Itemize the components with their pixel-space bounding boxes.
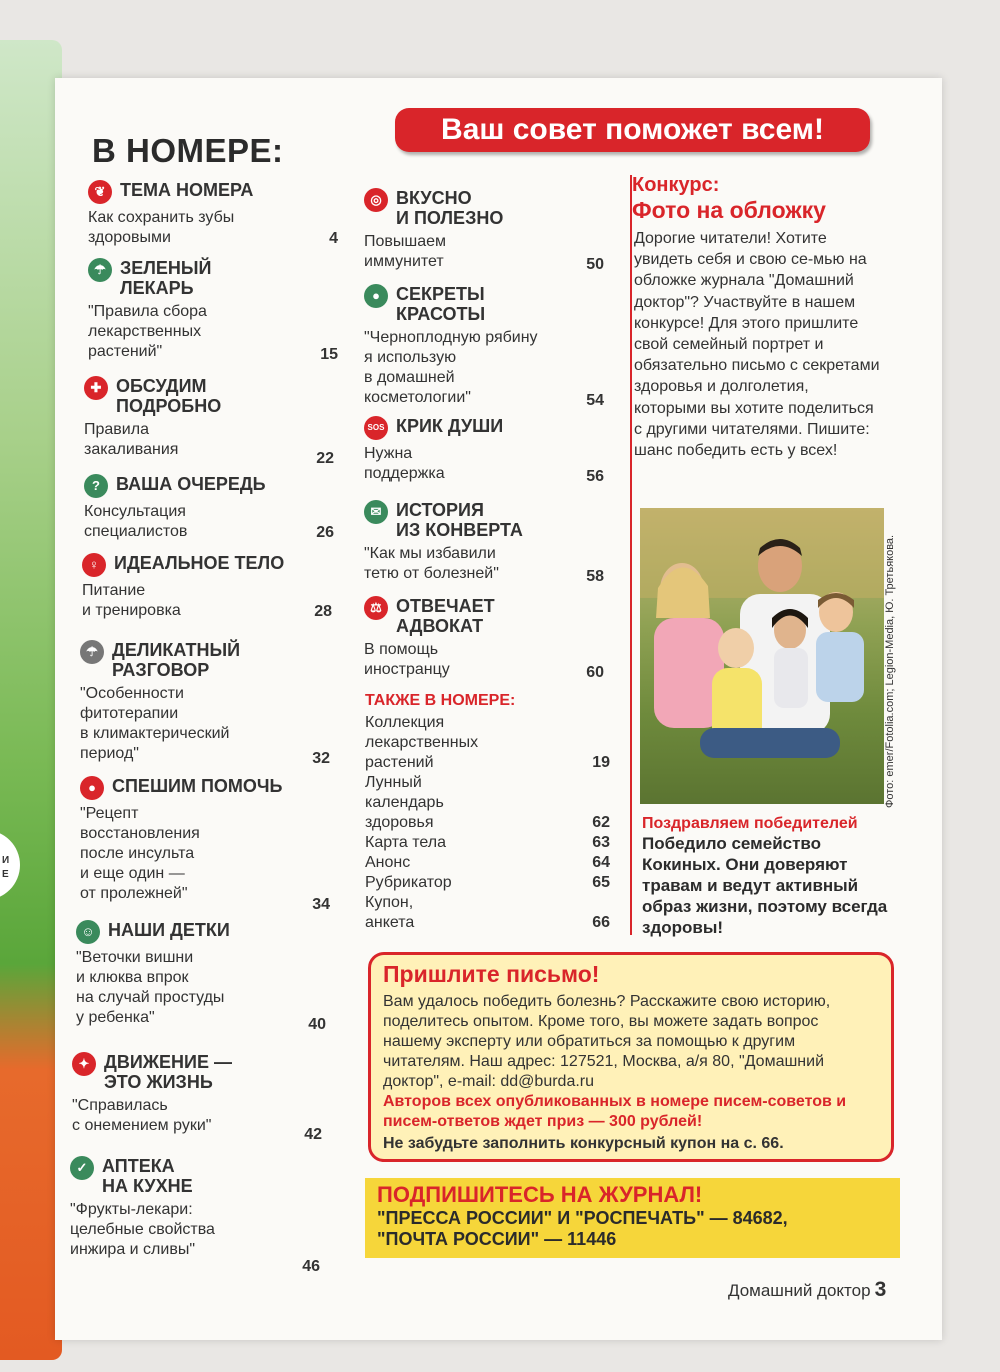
also-item bbox=[365, 893, 610, 933]
mirror-icon: ● bbox=[364, 284, 388, 308]
leaf-icon: ☂ bbox=[88, 258, 112, 282]
also-item-page: 62 bbox=[592, 814, 610, 831]
toc-left-entry-title-text: ВАША ОЧЕРЕДЬ bbox=[116, 474, 266, 494]
toc-left-entry-page: 15 bbox=[320, 346, 338, 363]
toc-mid-entry bbox=[364, 188, 604, 274]
adjacent-page-badge bbox=[0, 830, 20, 900]
toc-left-entry-title-text: СПЕШИМ ПОМОЧЬ bbox=[112, 776, 283, 796]
toc-left-entry-title bbox=[84, 474, 334, 498]
toc-left-entry-title-text: ОБСУДИМ ПОДРОБНО bbox=[116, 376, 222, 416]
also-item-label: Купон, анкета bbox=[365, 894, 415, 931]
toc-mid-entry-title-text: КРИК ДУШИ bbox=[396, 416, 504, 436]
page-number: 3 bbox=[874, 1278, 887, 1301]
subscribe-line-2: "ПОЧТА РОССИИ" — 11446 bbox=[377, 1229, 617, 1249]
also-item-page: 64 bbox=[592, 854, 610, 871]
sos-icon: SOS bbox=[364, 416, 388, 440]
toc-left-entry bbox=[88, 180, 338, 248]
toc-left-entry-page: 42 bbox=[304, 1126, 322, 1143]
photo-credit: Фото: emer/Fotolia.com; Legion-Media, Ю. Третьякова. bbox=[884, 534, 896, 808]
contest-title: Конкурс: bbox=[632, 174, 720, 196]
toc-left-entry-desc: "Особенности фитотерапии в климактерический период" bbox=[80, 685, 230, 762]
toc-left-entry-desc: Как сохранить зубы здоровыми bbox=[88, 209, 235, 246]
toc-mid-entry-page: 60 bbox=[586, 664, 604, 681]
toc-left-entry-title bbox=[72, 1052, 322, 1092]
also-item-page: 63 bbox=[592, 834, 610, 851]
adjacent-page-text: И Е bbox=[2, 855, 10, 880]
toc-left-entry-desc: "Рецепт восстановления после инсульта и еще один — от пролежней" bbox=[80, 805, 200, 902]
also-item bbox=[365, 773, 610, 833]
toc-left-entry bbox=[70, 1156, 320, 1276]
also-item bbox=[365, 833, 610, 853]
toc-mid-entry bbox=[364, 596, 604, 682]
page-footer bbox=[728, 1278, 886, 1302]
toc-left-entry-title-text: НАШИ ДЕТКИ bbox=[108, 920, 230, 940]
umbrella-icon: ☂ bbox=[80, 640, 104, 664]
contest-body: Дорогие читатели! Хотите увидеть себя и свою се-мью на обложке журнала "Домашний доктор"? Участвуйте в нашем конкурсе! Для этого пришлите свой семейный портрет и обязательно письмо с секретами здоровья и долголетия, которыми вы хотите поделиться с другими читателями. Пишите: шанс победить есть у всех! bbox=[634, 230, 880, 460]
magazine-name: Домашний доктор bbox=[728, 1281, 871, 1300]
toc-left-entry-title bbox=[84, 376, 334, 416]
toc-left-entry-title-text: АПТЕКА НА КУХНЕ bbox=[102, 1156, 193, 1196]
toc-left-entry bbox=[72, 1052, 322, 1144]
toc-mid-entry-title bbox=[364, 596, 604, 636]
also-item-label: Анонс bbox=[365, 854, 411, 871]
toc-left-entry-title-text: ДЕЛИКАТНЫЙ РАЗГОВОР bbox=[112, 640, 241, 680]
toc-left-entry-title bbox=[80, 640, 330, 680]
toc-left-entry-title-text: ИДЕАЛЬНОЕ ТЕЛО bbox=[114, 553, 285, 573]
toc-mid-entry-desc: "Как мы избавили тетю от болезней" bbox=[364, 545, 499, 582]
also-item-label: Лунный календарь здоровья bbox=[365, 774, 444, 831]
toc-left-entry-desc: "Правила сбора лекарственных растений" bbox=[88, 303, 207, 360]
also-item-label: Коллекция лекарственных растений bbox=[365, 714, 479, 771]
letter-body: Вам удалось победить болезнь? Расскажите свою историю, поделитесь опытом. Кроме того, вы можете задать вопрос нашему эксперту или обратиться за помощью к другим читателям. Наш адрес: 127521, Москва, а/я 80, "Домашний доктор", e-mail: dd@burda.ru bbox=[383, 993, 831, 1090]
letter-box bbox=[368, 952, 894, 1162]
letter-prize: Авторов всех опубликованных в номере писем-советов и писем-ответов ждет приз — 300 рублей! bbox=[383, 1093, 847, 1130]
also-item bbox=[365, 853, 610, 873]
contest-divider bbox=[630, 175, 632, 935]
toc-mid-entry-title bbox=[364, 500, 604, 540]
medical-cross-icon: ✚ bbox=[84, 376, 108, 400]
toc-mid-entry-title bbox=[364, 188, 604, 228]
congrats-body: Победило семейство Кокиных. Они доверяют травам и ведут активный образ жизни, поэтому всегда здоровы! bbox=[642, 834, 888, 937]
toc-mid-entry-page: 50 bbox=[586, 256, 604, 273]
contest-subtitle: Фото на обложку bbox=[632, 197, 826, 223]
page-title: В НОМЕРЕ: bbox=[92, 132, 284, 169]
toc-left-entry-page: 4 bbox=[329, 230, 338, 247]
toc-mid-entry-title-text: ИСТОРИЯ ИЗ КОНВЕРТА bbox=[396, 500, 523, 540]
toc-left-entry bbox=[88, 258, 338, 364]
also-item-label: Рубрикатор bbox=[365, 874, 452, 891]
toc-mid-entry-page: 56 bbox=[586, 468, 604, 485]
body-icon: ♀ bbox=[82, 553, 106, 577]
banner: Ваш совет поможет всем! bbox=[395, 108, 870, 152]
toc-mid-entry-desc: В помощь иностранцу bbox=[364, 641, 450, 678]
toc-left-entry bbox=[82, 553, 332, 621]
toc-mid-entry-title-text: СЕКРЕТЫ КРАСОТЫ bbox=[396, 284, 486, 324]
toc-left-entry-page: 34 bbox=[312, 896, 330, 913]
letter-note: Не забудьте заполнить конкурсный купон на с. 66. bbox=[383, 1135, 784, 1152]
toc-left-entry-page: 40 bbox=[308, 1016, 326, 1033]
toc-mid-entry-title-text: ОТВЕЧАЕТ АДВОКАТ bbox=[396, 596, 495, 636]
toc-left-entry-desc: "Веточки вишни и клюква впрок на случай простуды у ребенка" bbox=[76, 949, 225, 1026]
toc-left-entry-page: 22 bbox=[316, 450, 334, 467]
family-photo bbox=[640, 508, 884, 804]
toc-left-entry-desc: Питание и тренировка bbox=[82, 582, 181, 619]
also-list bbox=[365, 713, 610, 933]
toc-left-entry-title-text: ТЕМА НОМЕРА bbox=[120, 180, 254, 200]
family-photo-illustration bbox=[640, 508, 884, 804]
also-item-label: Карта тела bbox=[365, 834, 447, 851]
toc-left-entry-title bbox=[88, 180, 338, 204]
toc-mid-entry-title bbox=[364, 284, 604, 324]
helping-hand-icon: ● bbox=[80, 776, 104, 800]
toc-mid-entry-title-text: ВКУСНО И ПОЛЕЗНО bbox=[396, 188, 504, 228]
toc-left-entry-desc: Правила закаливания bbox=[84, 421, 179, 458]
toc-mid-entry-page: 58 bbox=[586, 568, 604, 585]
toc-left-entry-title bbox=[80, 776, 330, 800]
also-item-page: 66 bbox=[592, 914, 610, 931]
question-icon: ? bbox=[84, 474, 108, 498]
toc-left-entry-title-text: ДВИЖЕНИЕ — ЭТО ЖИЗНЬ bbox=[104, 1052, 232, 1092]
toc-left-entry-page: 46 bbox=[302, 1258, 320, 1275]
toc-mid-entry-page: 54 bbox=[586, 392, 604, 409]
toc-left-entry bbox=[76, 920, 326, 1034]
toc-left-entry-desc: Консультация специалистов bbox=[84, 503, 188, 540]
toc-left-entry-title-text: ЗЕЛЕНЫЙ ЛЕКАРЬ bbox=[120, 258, 212, 298]
also-item bbox=[365, 873, 610, 893]
also-item bbox=[365, 713, 610, 773]
plate-icon: ◎ bbox=[364, 188, 388, 212]
toc-left-entry-desc: "Фрукты-лекари: целебные свойства инжира и сливы" bbox=[70, 1201, 215, 1258]
letter-title: Пришлите письмо! bbox=[383, 961, 600, 987]
check-icon: ✓ bbox=[70, 1156, 94, 1180]
congrats-title: Поздравляем победителей bbox=[642, 815, 858, 832]
toc-mid-entry-title bbox=[364, 416, 604, 440]
subscribe-title: ПОДПИШИТЕСЬ НА ЖУРНАЛ! bbox=[377, 1182, 703, 1207]
scales-icon: ⚖ bbox=[364, 596, 388, 620]
toc-left-entry bbox=[80, 776, 330, 914]
also-item-page: 19 bbox=[592, 754, 610, 771]
runner-icon: ✦ bbox=[72, 1052, 96, 1076]
toc-left-entry-title bbox=[70, 1156, 320, 1196]
also-item-page: 65 bbox=[592, 874, 610, 891]
subscribe-line-1: "ПРЕССА РОССИИ" И "РОСПЕЧАТЬ" — 84682, bbox=[377, 1208, 788, 1228]
toc-left-entry-title bbox=[82, 553, 332, 577]
toc-mid-entry-desc: Нужна поддержка bbox=[364, 445, 445, 482]
toc-left-entry-page: 32 bbox=[312, 750, 330, 767]
tooth-icon: ❦ bbox=[88, 180, 112, 204]
toc-left-entry-desc: "Справилась с онемением руки" bbox=[72, 1097, 212, 1134]
toc-left-entry-title bbox=[76, 920, 326, 944]
toc-left-entry bbox=[80, 640, 330, 768]
toc-left-entry-page: 26 bbox=[316, 524, 334, 541]
toc-left-entry bbox=[84, 376, 334, 468]
toc-mid-entry-desc: Повышаем иммунитет bbox=[364, 233, 447, 270]
adjacent-page-edge bbox=[0, 40, 62, 1360]
toc-left-entry bbox=[84, 474, 334, 542]
toc-left-entry-title bbox=[88, 258, 338, 298]
also-title: ТАКЖЕ В НОМЕРЕ: bbox=[365, 692, 516, 709]
subscribe-box bbox=[365, 1178, 900, 1258]
child-icon: ☺ bbox=[76, 920, 100, 944]
toc-mid-entry bbox=[364, 284, 604, 410]
toc-left-entry-page: 28 bbox=[314, 603, 332, 620]
envelope-icon: ✉ bbox=[364, 500, 388, 524]
toc-mid-entry-desc: "Черноплодную рябину я использую в домашней косметологии" bbox=[364, 329, 538, 406]
toc-mid-entry bbox=[364, 416, 604, 486]
toc-mid-entry bbox=[364, 500, 604, 586]
